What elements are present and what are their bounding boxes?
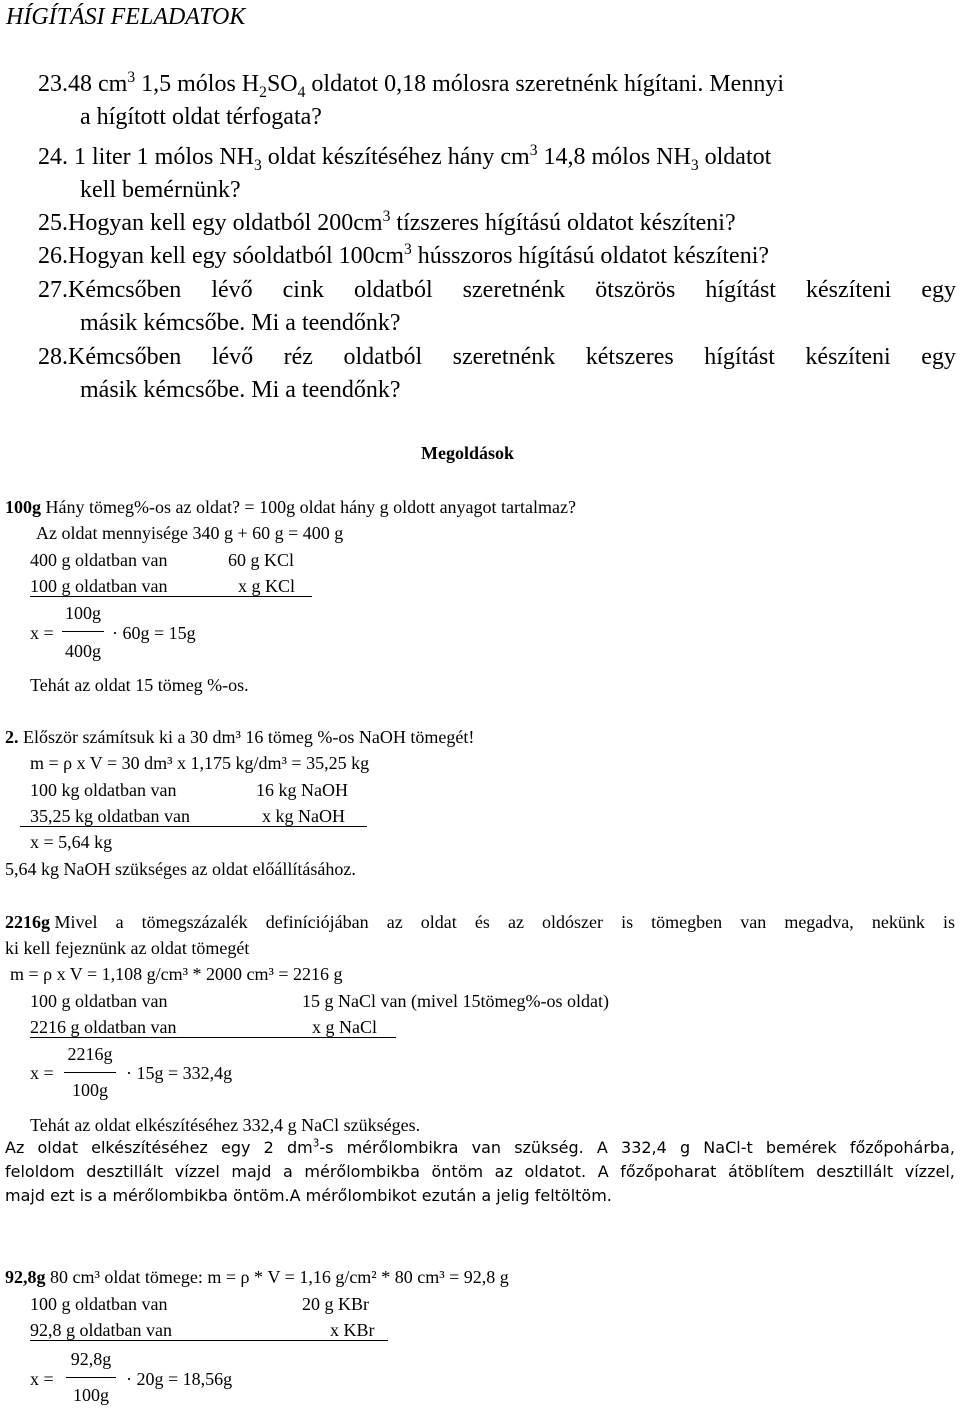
solution-3-numerator: 2216g [67, 1044, 113, 1064]
solution-4-underline [30, 1340, 388, 1341]
page-title: HÍGÍTÁSI FELADATOK [6, 4, 246, 30]
solution-2-underline [20, 826, 367, 827]
solution-1-line3b: x g KCl [238, 576, 296, 596]
problem-27-line2: másik kémcsőbe. Mi a teendőnk? [80, 310, 401, 336]
solution-1-denominator: 400g [65, 641, 101, 661]
solution-2-line2b: 16 kg NaOH [256, 780, 348, 800]
solution-1-line1: Az oldat mennyisége 340 g + 60 g = 400 g [36, 523, 344, 543]
solution-2-conclusion: 5,64 kg NaOH szükséges az oldat előállításához. [5, 859, 356, 879]
solution-4-denominator: 100g [73, 1385, 109, 1405]
solution-3-denominator: 100g [72, 1080, 108, 1100]
solution-4-line2b: 20 g KBr [302, 1294, 369, 1314]
solution-2-line4: x = 5,64 kg [30, 832, 113, 852]
solution-4-x: x = [30, 1369, 54, 1389]
problem-23-line2: a hígított oldat térfogata? [80, 104, 322, 130]
solution-1-numerator: 100g [65, 603, 101, 623]
fraction-bar [64, 1072, 116, 1073]
solution-3-paragraph-line1: Az oldat elkészítéséhez egy 2 $dm^3-s$ mérőlombikra van szükség. A 332,4 g NaCl-t bemérek főzőpohárba, [5, 1137, 955, 1157]
problem-28-line2: másik kémcsőbe. Mi a teendőnk? [80, 377, 401, 403]
fraction-bar [66, 1377, 116, 1378]
solution-1-line2b: 60 g KCl [228, 550, 295, 570]
solution-3-x: x = [30, 1063, 54, 1083]
solution-3-question: 2216g Mivel a tömegszázalék definíciójában az oldat és az oldószer is tömegben van megadva, nekünk is [5, 912, 955, 932]
solution-1-conclusion: Tehát az oldat 15 tömeg %-os. [30, 675, 249, 695]
solution-1-result: · 60g = 15g [112, 623, 196, 643]
solution-4-line3b: x KBr [330, 1320, 375, 1340]
solution-4-question: 92,8g 80 cm³ oldat tömege: m = ρ * V = 1,16 g/cm² * 80 cm³ = 92,8 g [5, 1267, 509, 1287]
solution-4-line2a: 100 g oldatban van [30, 1294, 168, 1314]
problem-23: 23.48 $cm^3$ 1,5 mólos $H_2SO_4$ oldatot 0,18 mólosra szeretnénk hígítani. Mennyi [38, 69, 784, 101]
solution-2-line2a: 100 kg oldatban van [30, 780, 177, 800]
solution-3-line3a: 2216 g oldatban van [30, 1017, 177, 1037]
solution-2-line3b: x kg NaOH [262, 806, 345, 826]
solution-1-underline [30, 596, 312, 597]
problem-28: 28.Kémcsőben lévő réz oldatból szeretnénk kétszeres hígítást készíteni egy [38, 344, 956, 370]
fraction-bar [62, 631, 104, 632]
solution-1-x: x = [30, 623, 54, 643]
solution-3-line2b: 15 g NaCl van (mivel 15tömeg%-os oldat) [302, 991, 609, 1011]
problem-27: 27.Kémcsőben lévő cink oldatból szeretnénk ötszörös hígítást készíteni egy [38, 277, 956, 303]
solution-3-line3b: x g NaCl [312, 1017, 377, 1037]
problem-24-line2: kell bemérnünk? [80, 177, 241, 203]
solution-2-line3a: 35,25 kg oldatban van [30, 806, 190, 826]
solution-3-line1: m = ρ x V = 1,108 g/cm³ * 2000 cm³ = 2216 g [10, 964, 343, 984]
solution-3-paragraph-line2: feloldom desztillált vízzel majd a mérőlombikba öntöm az oldatot. A főzőpoharat átöblítem desztillált vízzel, [5, 1162, 955, 1181]
solution-2-line1: m = ρ x V = 30 dm³ x 1,175 kg/dm³ = 35,25 kg [30, 753, 370, 773]
solution-1-question: 100g Hány tömeg%-os az oldat? = 100g oldat hány g oldott anyagot tartalmaz? [5, 497, 576, 517]
solution-4-numerator: 92,8g [70, 1349, 112, 1369]
solution-4-line3a: 92,8 g oldatban van [30, 1320, 172, 1340]
solution-1-line2a: 400 g oldatban van [30, 550, 168, 570]
solution-3-paragraph-line3: majd ezt is a mérőlombikba öntöm.A mérőlombikot ezután a jelig feltöltöm. [5, 1186, 612, 1205]
problem-25: 25.Hogyan kell egy oldatból $200cm^3$ tízszeres hígítású oldatot készíteni? [38, 208, 736, 236]
solution-3-underline [30, 1037, 396, 1038]
solution-2-question: 2. Először számítsuk ki a 30 dm³ 16 tömeg %-os NaOH tömegét! [5, 727, 475, 747]
solution-3-line2a: 100 g oldatban van [30, 991, 168, 1011]
solution-3-conclusion: Tehát az oldat elkészítéséhez 332,4 g NaCl szükséges. [30, 1115, 421, 1135]
solutions-heading: Megoldások [421, 443, 515, 463]
problem-26: 26.Hogyan kell egy sóoldatból $100cm^3$ hússzoros hígítású oldatot készíteni? [38, 241, 770, 269]
solution-4-result: · 20g = 18,56g [126, 1369, 233, 1389]
solution-3-result: · 15g = 332,4g [126, 1063, 233, 1083]
solution-3-question-line2: ki kell fejeznünk az oldat tömegét [5, 938, 250, 958]
solution-1-line3a: 100 g oldatban van [30, 576, 168, 596]
problem-24: 24. 1 liter 1 mólos $NH_3$ oldat készítéséhez hány $cm^3$ 14,8 mólos $NH_3$ oldatot [38, 142, 772, 174]
